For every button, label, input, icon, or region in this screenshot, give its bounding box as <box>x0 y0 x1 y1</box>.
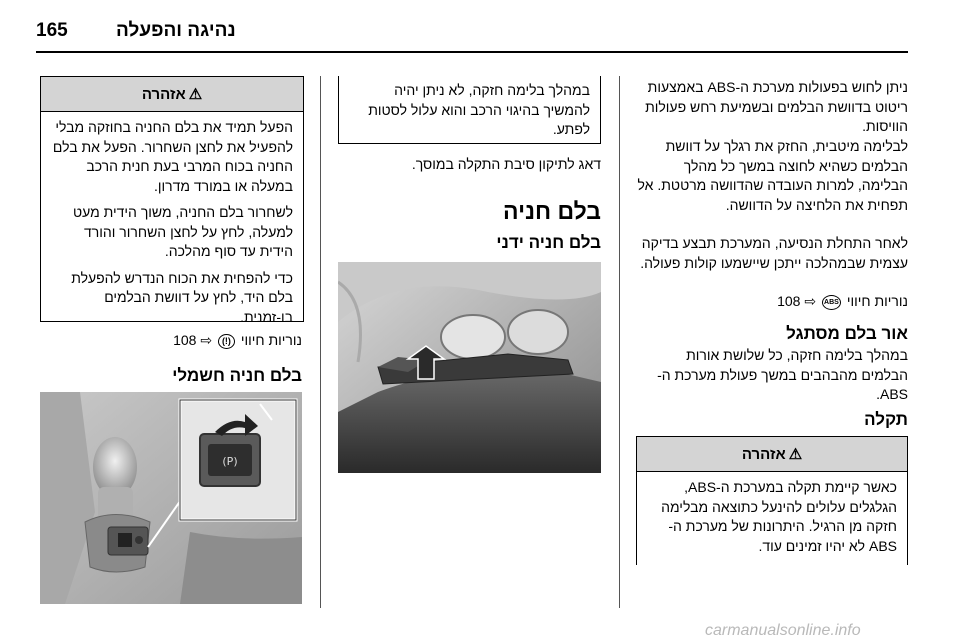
watermark: carmanualsonline.info <box>705 622 861 639</box>
warning-paragraph-1: הפעל תמיד את בלם החניה בחוזקה מבלי להפעיל את לחצן השחרור. הפעל את בלם החניה בכוח המרבי בעת חנית הרכב במעלה או במורד מדרון. <box>52 119 293 194</box>
abs-paragraph-2: לבלימה מיטבית, החזק את רגלך על דוושת הבלמים כשהיא לחוצה במשך כל מהלך הבלימה, למרות העובדה שהדוושה מרטטת. אל תפחית את הלחיצה על הדוושה. <box>637 138 908 213</box>
heading-fault: תקלה <box>864 410 908 429</box>
warning-triangle-icon: ⚠ <box>188 86 203 103</box>
heading-parking-brake: בלם חניה <box>503 198 601 224</box>
abs-indicator-icon: ABS <box>822 295 841 310</box>
warning-text: כאשר קיימת תקלה במערכת ה-ABS, הגלגלים עלולים להינעל כתוצאה מבלימה חזקה מן הרגיל. היתרונות של מערכת ה-ABS לא יהיו זמינים עוד. <box>661 479 897 554</box>
heading-adaptive-brake-light: אור בלם מסתגל <box>786 324 908 343</box>
electric-parking-brake-photo <box>40 392 302 604</box>
adaptive-brake-light-paragraph: במהלך בלימה חזקה, כל שלושת אורות הבלמים מהבהבים במשך פעולת מערכת ה-ABS. <box>657 347 908 402</box>
warning-header <box>41 77 303 112</box>
indicator-reference-left <box>40 331 302 351</box>
warning-paragraph-2: לשחרור בלם החניה, משוך הידית מעט למעלה, לחץ על לחצן השחרור והורד הידית עד סוף מהלכה. <box>72 204 293 259</box>
warning-box-parking-brake <box>40 76 304 325</box>
reference-page: 108 <box>777 293 801 309</box>
warning-title: אזהרה <box>741 445 786 463</box>
column-divider-left <box>320 76 321 608</box>
column-divider-right <box>619 76 620 608</box>
warning-triangle-icon: ⚠ <box>788 446 803 463</box>
reference-arrow-icon: ⇨ <box>804 293 817 309</box>
header-rule <box>36 51 908 53</box>
warning-body <box>41 112 303 340</box>
note-box-steering: במהלך בלימה חזקה, לא ניתן יהיה להמשיך בהיגוי הרכב והוא עלול לסטות לפתע. <box>338 76 601 144</box>
heading-electric-parking-brake: בלם חניה חשמלי <box>172 366 302 385</box>
warning-paragraph-3: כדי להפחית את הכוח הנדרש להפעלת בלם היד, לחץ על דוושת הבלמים בו-זמנית. <box>71 269 293 325</box>
warning-box-abs <box>636 436 908 565</box>
indicator-reference-right <box>636 292 908 312</box>
reference-page: 108 <box>173 332 197 348</box>
abs-paragraph-3: לאחר התחלת הנסיעה, המערכת תבצע בדיקה עצמית שבמהלכה ייתכן שיישמעו קולות פעולה. <box>640 235 908 271</box>
parking-brake-indicator-icon: (!) <box>218 334 235 349</box>
page-number: 165 <box>36 20 68 41</box>
heading-manual-parking-brake: בלם חניה ידני <box>496 233 601 252</box>
service-paragraph: דאג לתיקון סיבת התקלה במוסך. <box>411 156 601 172</box>
warning-header <box>637 437 907 472</box>
abs-paragraph-1: ניתן לחוש בפעולות מערכת ה-ABS באמצעות ריטוט בדוושת הבלמים ובשמיעת רחש פעולות הוויסות. <box>645 79 908 134</box>
manual-parking-brake-photo <box>338 262 601 473</box>
reference-label: נוריות חיווי <box>240 332 302 348</box>
svg-text:(P): (P) <box>222 455 238 468</box>
warning-title: אזהרה <box>141 85 186 103</box>
reference-label: נוריות חיווי <box>846 293 908 309</box>
reference-arrow-icon: ⇨ <box>200 332 213 348</box>
chapter-title: נהיגה והפעלה <box>116 20 236 41</box>
